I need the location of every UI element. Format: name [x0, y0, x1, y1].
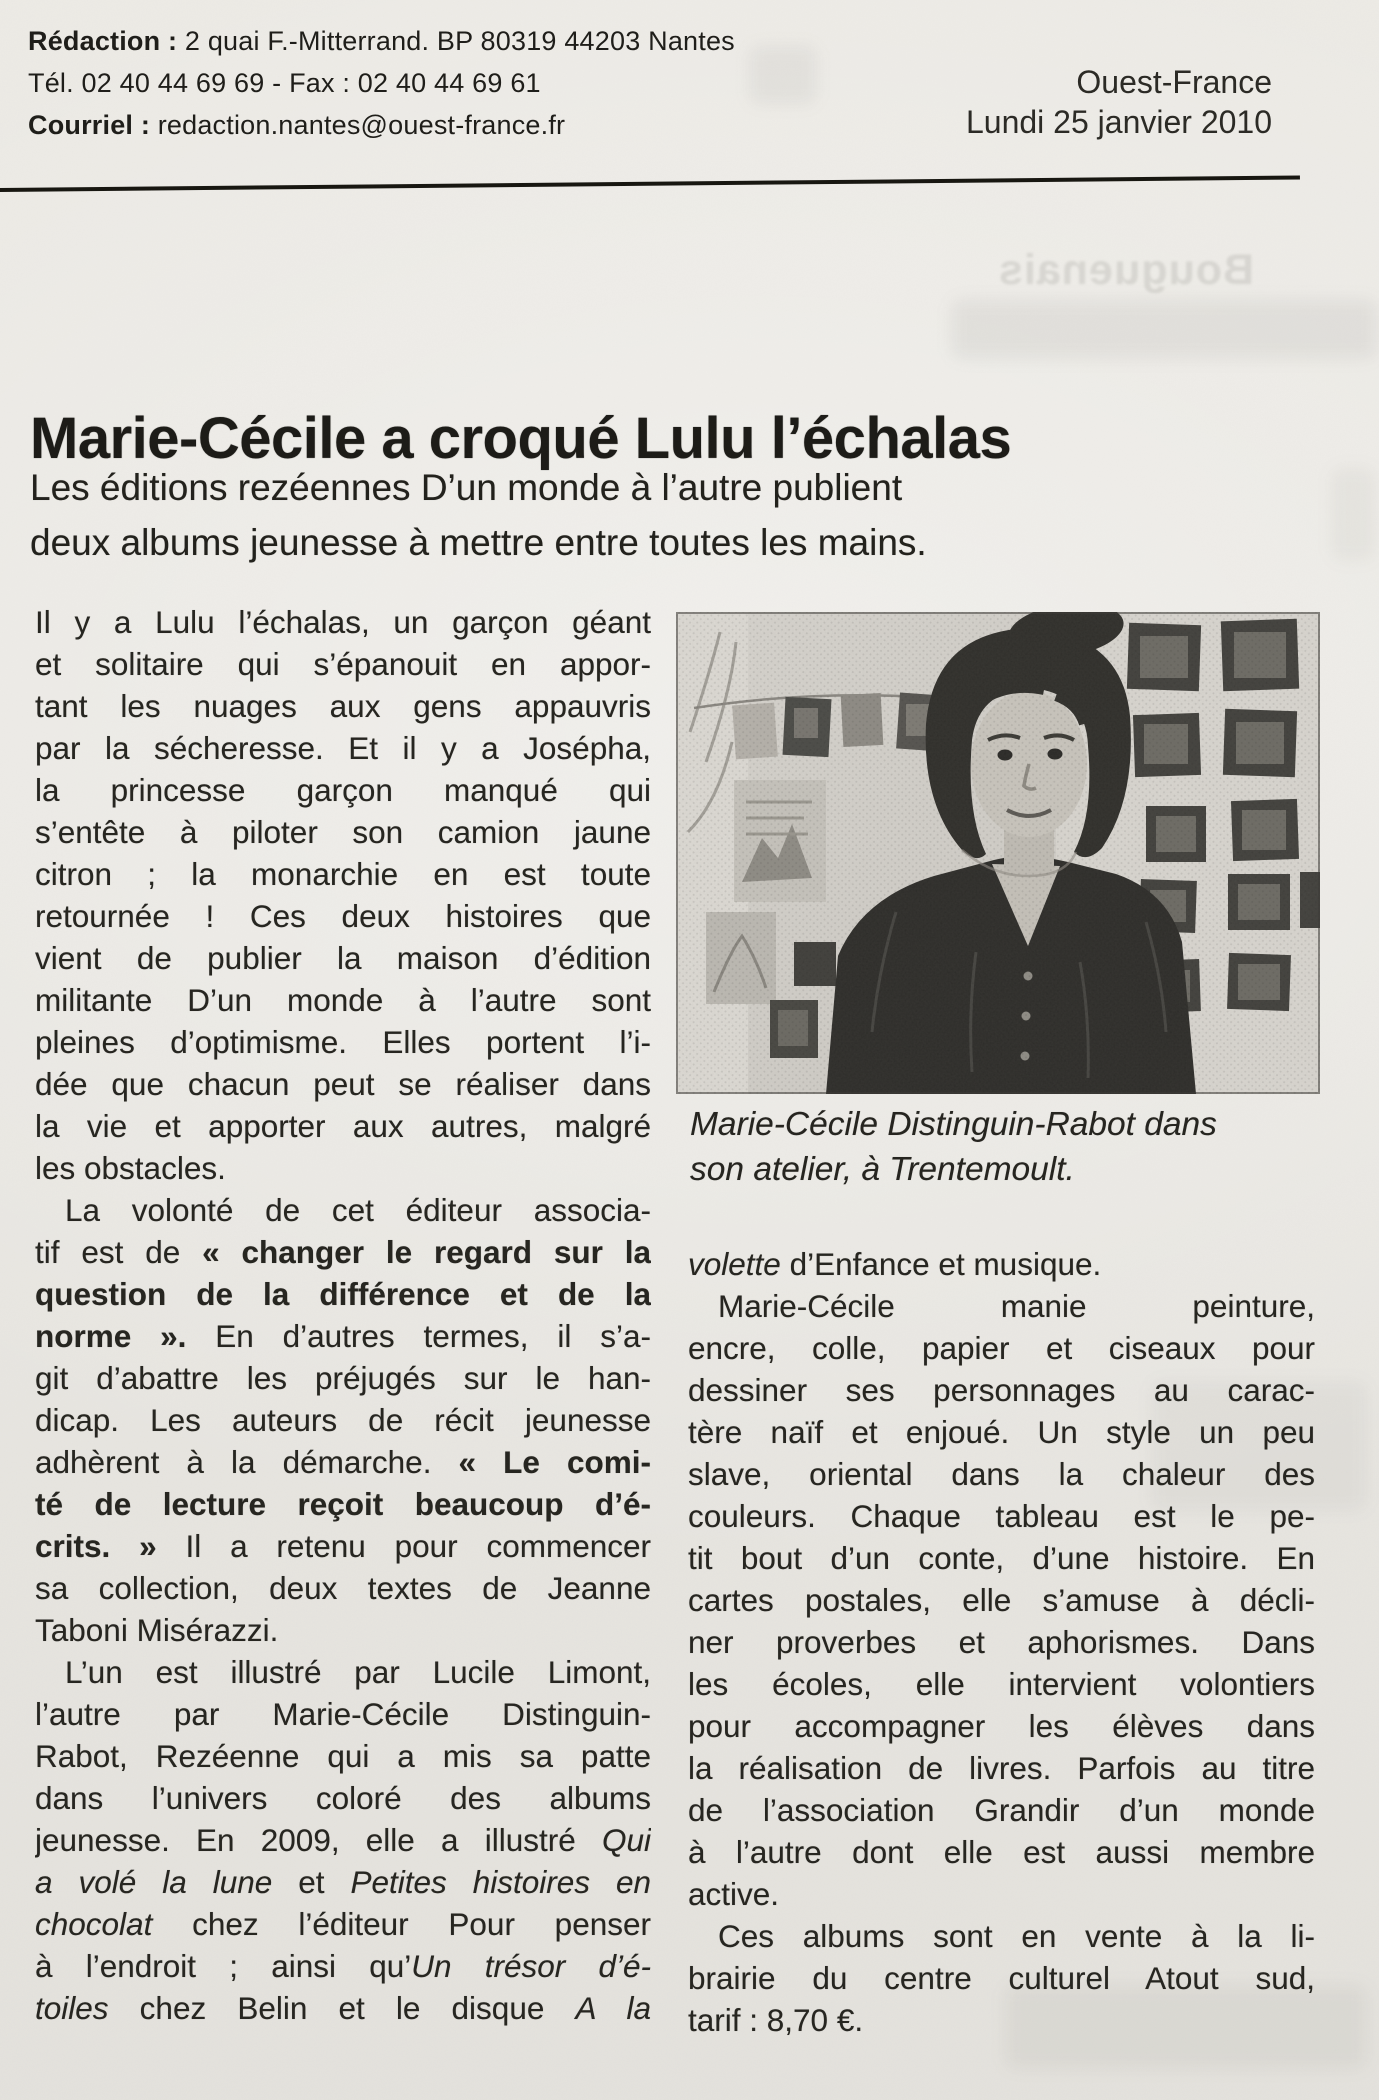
text-line: git d’abattre les préjugés sur le han- [35, 1360, 651, 1396]
text-line: question de la différence et de la [35, 1276, 651, 1312]
masthead-courriel-line [28, 104, 735, 146]
portrait-photo [676, 612, 1320, 1094]
text-line: La volonté de cet éditeur associa- [65, 1192, 651, 1228]
text-line: crits. » Il a retenu pour commencer [35, 1528, 651, 1564]
text-line: Marie-Cécile manie peinture, [718, 1288, 1315, 1324]
text-line: active. [688, 1876, 780, 1912]
article-column-right [688, 1243, 1315, 2041]
text-line: toiles chez Belin et le disque A la [35, 1990, 651, 2026]
bleedthrough-smudge [750, 46, 816, 104]
issue-date: Lundi 25 janvier 2010 [965, 104, 1272, 140]
text-line: les écoles, elle intervient volontiers [688, 1666, 1315, 1702]
text-line: Taboni Misérazzi. [35, 1612, 279, 1648]
text-line: citron ; la monarchie en est toute [35, 856, 651, 892]
bleedthrough-smudge [1332, 468, 1374, 560]
masthead-address-line [28, 20, 735, 62]
text-line: cartes postales, elle s’amuse à décli- [688, 1582, 1315, 1618]
text-line: à l’autre dont elle est aussi membre [688, 1834, 1315, 1870]
text-line: de l’association Grandir d’un monde [688, 1792, 1315, 1828]
masthead-edition-block [966, 62, 1272, 142]
redaction-label: Rédaction : [28, 26, 178, 56]
text-line: tit bout d’un conte, d’une histoire. En [688, 1540, 1315, 1576]
text-line: slave, oriental dans la chaleur des [688, 1456, 1315, 1492]
text-line: tère naïf et enjoué. Un style un peu [688, 1414, 1315, 1450]
photo-caption [690, 1102, 1322, 1192]
text-line: adhèrent à la démarche. « Le comi- [35, 1444, 651, 1480]
text-line: à l’endroit ; ainsi qu’Un trésor d’é- [35, 1948, 651, 1984]
text-line: chocolat chez l’éditeur Pour penser [35, 1906, 651, 1942]
text-line: té de lecture reçoit beaucoup d’é- [35, 1486, 651, 1522]
text-line: tant les nuages aux gens appauvris [35, 688, 651, 724]
text-line: jeunesse. En 2009, elle a illustré Qui [35, 1822, 651, 1858]
masthead-divider-rule [0, 176, 1300, 192]
masthead-contact-block [28, 20, 735, 146]
text-line: pour accompagner les élèves dans [688, 1708, 1315, 1744]
text-line: s’entête à piloter son camion jaune [35, 814, 651, 850]
text-line: les obstacles. [35, 1150, 226, 1186]
text-line: tarif : 8,70 €. [688, 2002, 864, 2038]
bleedthrough-smudge [952, 300, 1376, 358]
text-line: la réalisation de livres. Parfois au titre [688, 1750, 1315, 1786]
subhead-line: deux albums jeunesse à mettre entre toutes les mains. [30, 522, 927, 563]
text-line: couleurs. Chaque tableau est le pe- [688, 1498, 1315, 1534]
text-line: et solitaire qui s’épanouit en appor- [35, 646, 651, 682]
courriel-label: Courriel : [28, 110, 151, 140]
text-line: Il y a Lulu l’échalas, un garçon géant [35, 604, 651, 640]
article-column-left [35, 601, 651, 2029]
text-line: sa collection, deux textes de Jeanne [35, 1570, 651, 1606]
text-line: retournée ! Ces deux histoires que [35, 898, 651, 934]
text-line: l’autre par Marie-Cécile Distinguin- [35, 1696, 651, 1732]
text-line: encre, colle, papier et ciseaux pour [688, 1330, 1315, 1366]
text-line: pleines d’optimisme. Elles portent l’i- [35, 1024, 651, 1060]
text-line: volette d’Enfance et musique. [688, 1246, 1102, 1282]
text-line: brairie du centre culturel Atout sud, [688, 1960, 1315, 1996]
text-line: tif est de « changer le regard sur la [35, 1234, 651, 1270]
redaction-address: 2 quai F.-Mitterrand. BP 80319 44203 Nantes [177, 26, 735, 56]
masthead-telfax-line: Tél. 02 40 44 69 69 - Fax : 02 40 44 69 61 [28, 68, 541, 98]
text-line: militante D’un monde à l’autre sont [35, 982, 651, 1018]
bleedthrough-text: Bouguenais [997, 246, 1255, 294]
text-line: vient de publier la maison d’édition [35, 940, 651, 976]
subhead-line: Les éditions rezéennes D’un monde à l’autre publient [30, 467, 903, 508]
text-line: la vie et apporter aux autres, malgré [35, 1108, 651, 1144]
text-line: dans l’univers coloré des albums [35, 1780, 651, 1816]
courriel-address: redaction.nantes@ouest-france.fr [150, 110, 566, 140]
text-line: dée que chacun peut se réaliser dans [35, 1066, 651, 1102]
caption-line: son atelier, à Trentemoult. [690, 1151, 1075, 1188]
article-headline: Marie-Cécile a croqué Lulu l’échalas [30, 405, 1012, 471]
text-line: Rabot, Rezéenne qui a mis sa patte [35, 1738, 651, 1774]
text-line: a volé la lune et Petites histoires en [35, 1864, 651, 1900]
caption-line: Marie-Cécile Distinguin-Rabot dans [690, 1106, 1217, 1143]
text-line: ner proverbes et aphorismes. Dans [688, 1624, 1315, 1660]
text-line: par la sécheresse. Et il y a Josépha, [35, 730, 651, 766]
article-subhead [30, 460, 927, 570]
text-line: dessiner ses personnages au carac- [688, 1372, 1315, 1408]
text-line: norme ». En d’autres termes, il s’a- [35, 1318, 651, 1354]
text-line: la princesse garçon manqué qui [35, 772, 651, 808]
text-line: Ces albums sont en vente à la li- [718, 1918, 1315, 1954]
text-line: L’un est illustré par Lucile Limont, [65, 1654, 651, 1690]
text-line: dicap. Les auteurs de récit jeunesse [35, 1402, 651, 1438]
newspaper-name: Ouest-France [1076, 64, 1272, 100]
